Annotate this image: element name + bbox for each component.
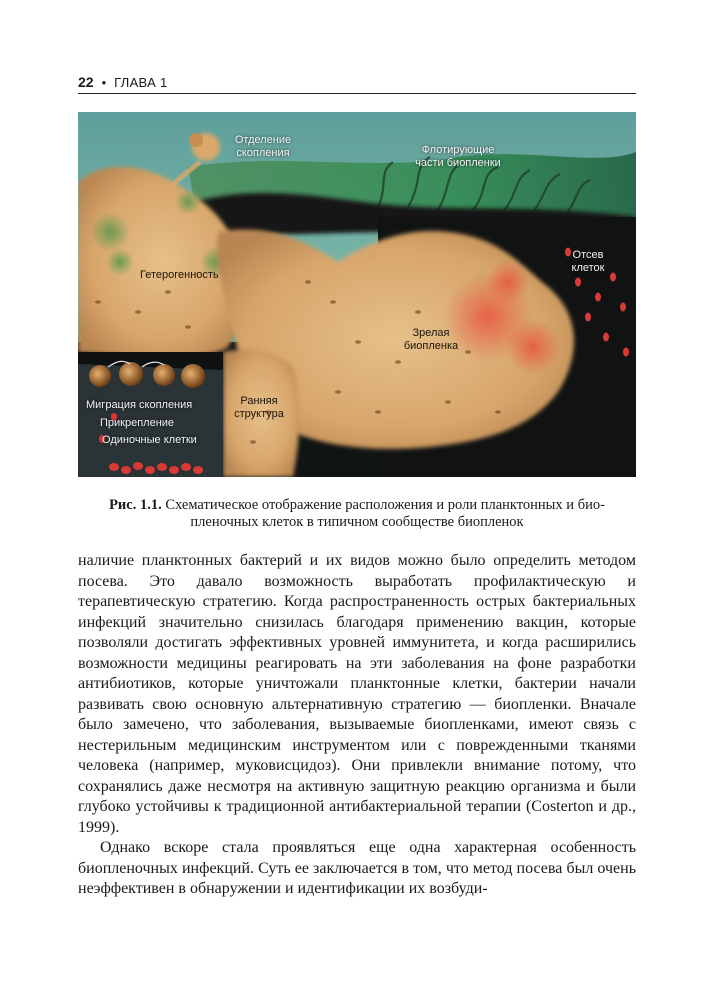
label-floating: Флотирующие части биопленки bbox=[415, 144, 501, 169]
body-text bbox=[78, 551, 636, 900]
paragraph-1: наличие планктонных бактерий и их видов можно было определить методом посева. Это давало возможность выработать профилактическую и терапевтическую стратегию. Когда распространенность острых бактериальных инфекций значительно снизилась благодаря применению вакцин, которые позволяли достигать эффективных уровней иммунитета, и когда расширились возможности медицины реагировать на эти заболевания на фоне разработки антибиотиков, которые уничтожали планктонные клетки, бактерии начали развивать свою основную альтернативную стратегию — биопленки. Вначале было замечено, что заболевания, вызываемые биопленками, имеют связь с нестерильным медицинским инструментом или с поврежденными тканями человека (например, муковисцидоз). Они привлекли внимание потому, что сохранялись даже несмотря на активную защитную реакцию организма и были глубоко устойчивы к традиционной антибактериальной терапии (Costerton и др., 1999). bbox=[78, 552, 636, 836]
running-header bbox=[78, 72, 636, 92]
caption-lead: Рис. 1.1. bbox=[109, 497, 162, 513]
label-single-cells: Одиночные клетки bbox=[102, 434, 197, 446]
label-mature: Зрелая биопленка bbox=[403, 327, 459, 352]
label-seeding: Отсев клеток bbox=[571, 249, 605, 274]
label-early: Ранняя структура bbox=[234, 395, 284, 420]
label-migration: Миграция скопления bbox=[86, 399, 193, 411]
paragraph-2: Однако вскоре стала проявляться еще одна характерная особенность биопленочных инфекций. Суть ее заключается в том, что метод посева был очень неэффективен в обнаружении и идентификации их возбуди- bbox=[78, 839, 636, 897]
page-number: 22 bbox=[78, 74, 94, 90]
chapter-title: ГЛАВА 1 bbox=[114, 74, 168, 90]
label-detachment: Отделение скопления bbox=[234, 134, 292, 159]
label-heterogeneity: Гетерогенность bbox=[140, 269, 219, 281]
header-rule bbox=[78, 93, 636, 94]
label-attachment: Прикрепление bbox=[100, 417, 175, 429]
caption-text: Схематическое отображение расположения и роли планктонных и био-пленочных клеток в типичном сообществе биопленок bbox=[165, 497, 605, 530]
header-bullet: • bbox=[101, 74, 107, 90]
biofilm-figure bbox=[78, 112, 636, 477]
figure-caption bbox=[78, 497, 636, 531]
